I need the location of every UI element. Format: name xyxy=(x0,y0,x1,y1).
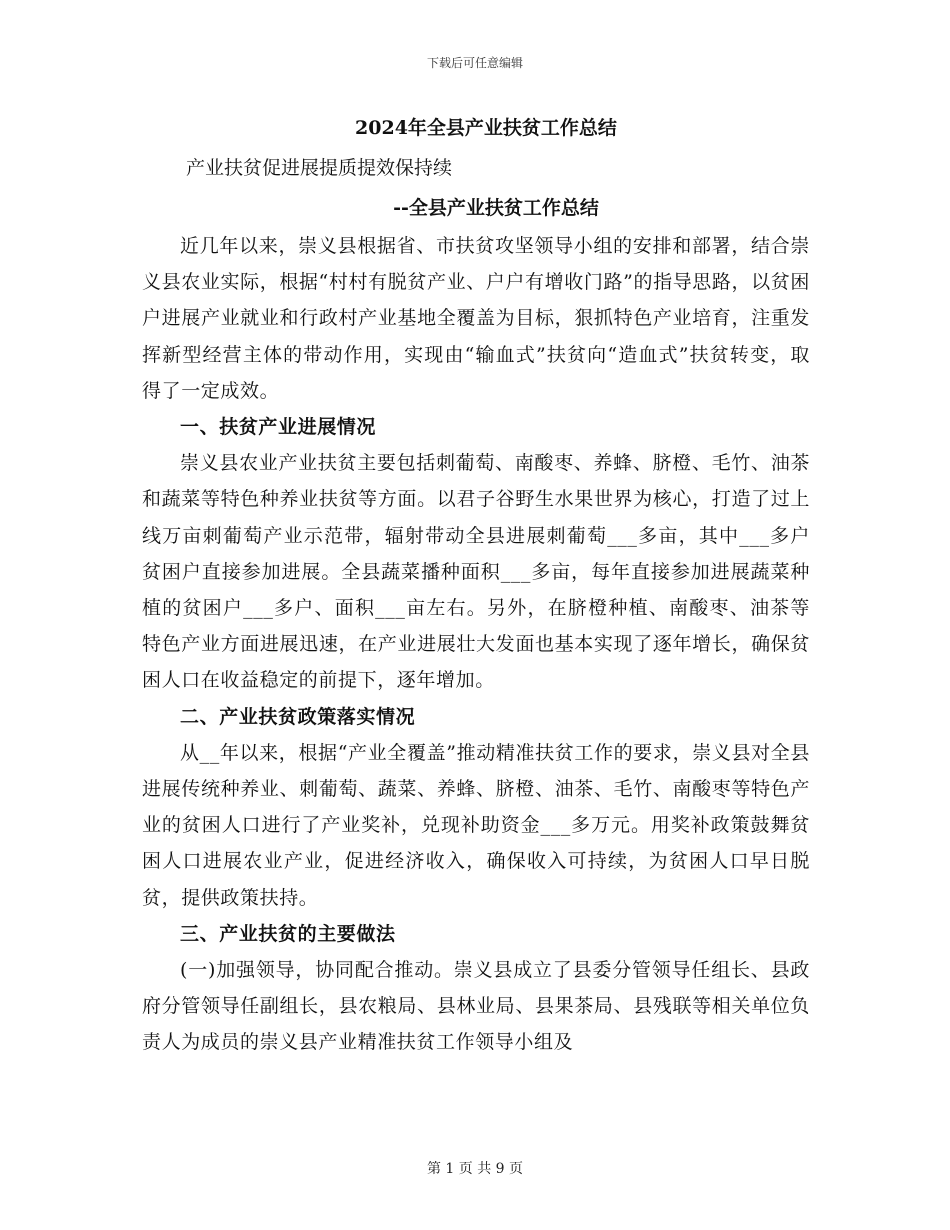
section-3-paragraph: (一)加强领导，协同配合推动。崇义县成立了县委分管领导任组长、县政府分管领导任副组长，县农粮局、县林业局、县果茶局、县残联等相关单位负责人为成员的崇义县产业精准扶贫工作领导小组及 xyxy=(142,959,810,1054)
intro-paragraph: 近几年以来，崇义县根据省、市扶贫攻坚领导小组的安排和部署，结合崇义县农业实际，根据“村村有脱贫产业、户户有增收门路”的指导思路，以贫困户进展产业就业和行政村产业基地全覆盖为目标，狠抓特色产业培育，注重发挥新型经营主体的带动作用，实现由“输血式”扶贫向“造血式”扶贫转变，取得了一定成效。 xyxy=(142,235,810,402)
header-note: 下载后可任意编辑 xyxy=(426,56,523,70)
section-1-paragraph: 崇义县农业产业扶贫主要包括刺葡萄、南酸枣、养蜂、脐橙、毛竹、油茶和蔬菜等特色种养业扶贫等方面。以君子谷野生水果世界为核心，打造了过上线万亩刺葡萄产业示范带，辐射带动全县进展刺葡萄___多亩，其中___多户贫困户直接参加进展。全县蔬菜播种面积___多亩，每年直接参加进展蔬菜种植的贫困户___多户、面积___亩左右。另外，在脐橙种植、南酸枣、油茶等特色产业方面进展迅速，在产业进展壮大发面也基本实现了逐年增长，确保贫困人口在收益稳定的前提下，逐年增加。 xyxy=(142,452,810,692)
document-subtitle-secondary: --全县产业扶贫工作总结 xyxy=(393,197,599,219)
section-3-heading: 三、产业扶贫的主要做法 xyxy=(180,922,396,945)
page-number: 第 1 页 共 9 页 xyxy=(426,1161,524,1177)
document-title: 2024年全县产业扶贫工作总结 xyxy=(355,117,617,139)
document-body xyxy=(142,108,810,1061)
document-subtitle: 产业扶贫促进展提质提效保持续 xyxy=(186,157,453,179)
section-2-heading: 二、产业扶贫政策落实情况 xyxy=(180,705,416,728)
section-1-heading: 一、扶贫产业进展情况 xyxy=(180,416,377,439)
section-2-paragraph: 从__年以来，根据“产业全覆盖”推动精准扶贫工作的要求，崇义县对全县进展传统种养业、刺葡萄、蔬菜、养蜂、脐橙、油茶、毛竹、南酸枣等特色产业的贫困人口进行了产业奖补，兑现补助资金___多万元。用奖补政策鼓舞贫困人口进展农业产业，促进经济收入，确保收入可持续，为贫困人口早日脱贫，提供政策扶持。 xyxy=(142,741,810,909)
